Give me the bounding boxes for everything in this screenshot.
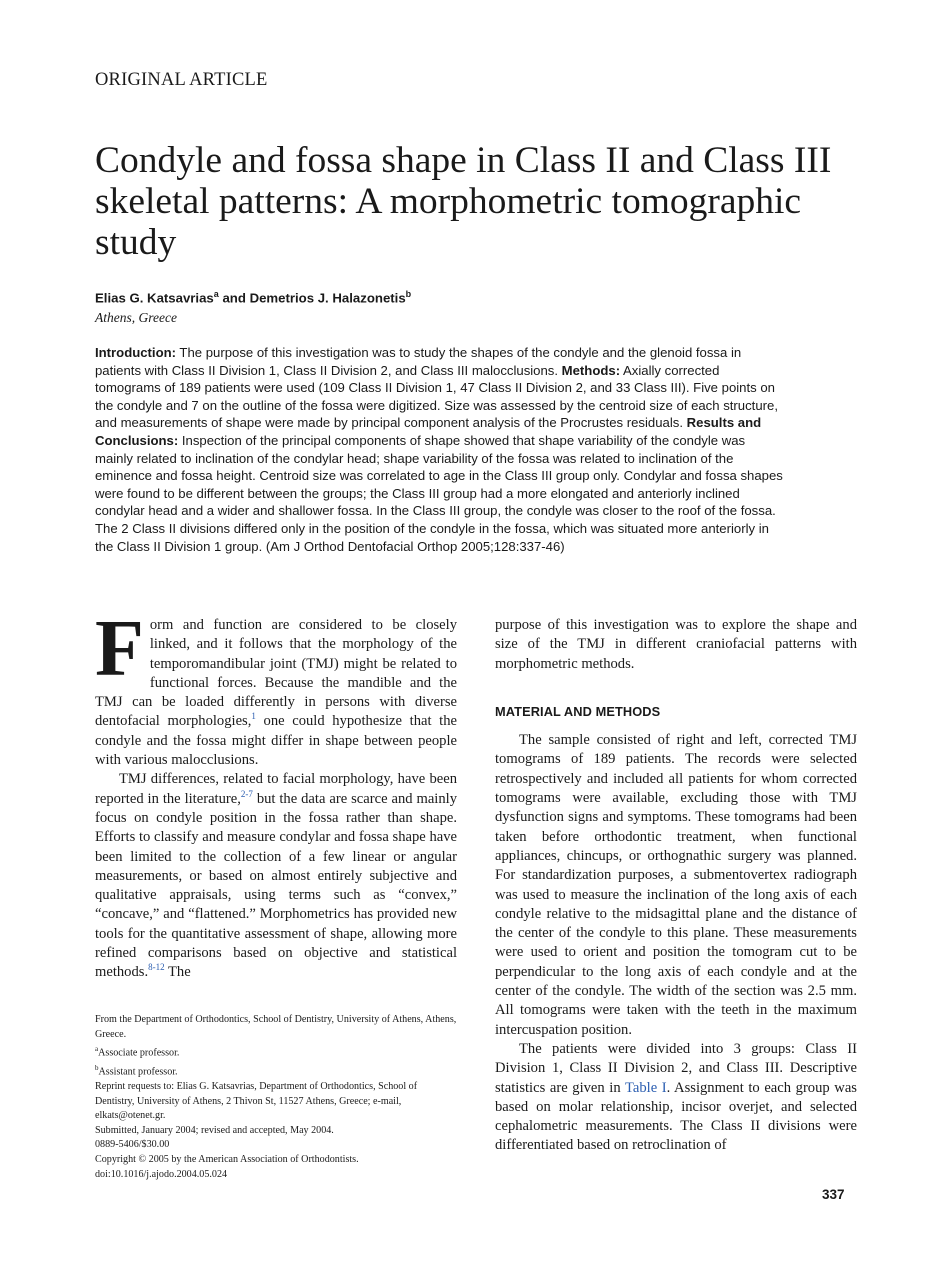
- footnotes: [95, 1013, 457, 1182]
- article-title: Condyle and fossa shape in Class II and Class III skeletal patterns: A morphometric tomographic study: [95, 140, 832, 263]
- reference-link[interactable]: 2-7: [240, 788, 253, 799]
- methods-paragraph-2: [495, 1040, 857, 1156]
- abstract-intro-text: The purpose of this investigation was to study the shapes of the condyle and the glenoid fossa in patients with Class II Division 1, Class II Division 2, and Class III malocclusions.: [95, 345, 742, 378]
- intro-paragraph-3: purpose of this investigation was to explore the shape and size of the TMJ in different craniofacial patterns with morphometric methods.: [495, 617, 857, 672]
- section-heading-methods: MATERIAL AND METHODS: [495, 703, 661, 719]
- abstract-results-text: Inspection of the principal components of shape showed that shape variability of the condyle was mainly related to inclination of the condylar head; shape variability of the fossa was related to inclination of the eminence and fossa height. Centroid size was correlated to age in the Class III group only. Condylar and fossa shapes were found to be different between the groups; the Class III group had a more elongated and anteriorly inclined condylar head and a wider and shallower fossa. In the Class III group, the condyle was closer to the roof of the fossa. The 2 Class II divisions differed only in the position of the condyle in the fossa, which was situated more anteriorly in the Class II Division 1 group. (Am J Orthod Dentofacial Orthop 2005;128:337-46): [95, 432, 783, 554]
- intro-paragraph-2-text-c: The: [164, 964, 191, 981]
- footnote-submitted: Submitted, January 2004; revised and accepted, May 2004.: [95, 1124, 334, 1136]
- drop-cap: F: [95, 605, 144, 693]
- author-1-affiliation: a: [213, 289, 219, 299]
- abstract-methods-text: Axially corrected tomograms of 189 patients were used (109 Class II Division 1, 47 Class II Division 2, and 33 Class III). Five points on the condyle and 7 on the outline of the fossa were digitized. Size was assessed by the centroid size of each structure, and measurements of shape were made by principal component analysis of the Procrustes residuals.: [95, 362, 778, 431]
- footnote-copyright: Copyright © 2005 by the American Association of Orthodontists.: [95, 1154, 359, 1166]
- author-location: Athens, Greece: [95, 310, 177, 325]
- methods-paragraph-2-text-b: . Assignment to each group was based on molar relationship, incisor overjet, and selected cephalometric measurements. The Class II divisions were differentiated based on retroclination of: [495, 1079, 857, 1154]
- footnote-a-marker: a: [95, 1045, 99, 1054]
- footnote-b-marker: b: [95, 1064, 99, 1073]
- right-column: [495, 616, 857, 1156]
- methods-paragraph-1: The sample consisted of right and left, corrected TMJ tomograms of 189 patients. The records were selected retrospectively and included all patients for whom corrected tomograms were available, excluding those with TMJ dysfunction signs and symptoms. These tomograms had been taken before orthodontic treatment, when functional appliances, chincups, or orthognathic surgery was planned. For standardization purposes, a submentovertex radiograph was used to measure the inclination of the long axis of each condyle relative to the midsagittal plane and the distance of the center of the condyle to this plane. These measurements were used to orient and position the tomogram cut to be perpendicular to the long axis of each condyle and at the center of the condyle. The width of the section was 2.5 mm. All tomograms were taken with the teeth in the maximum intercuspation position.: [495, 732, 857, 1038]
- intro-paragraph-2: [95, 770, 457, 982]
- abstract-results-label: Results and Conclusions:: [95, 415, 762, 448]
- footnote-a: [95, 1042, 457, 1061]
- abstract-methods-label: Methods:: [561, 362, 621, 378]
- author-1: Elias G. Katsavrias: [95, 290, 214, 306]
- abstract: [95, 344, 785, 555]
- footnote-issn: 0889-5406/$30.00: [95, 1139, 170, 1151]
- abstract-intro-label: Introduction:: [95, 345, 177, 360]
- left-column: [95, 605, 457, 983]
- intro-paragraph-2-text-b: but the data are scarce and mainly focus on condyle position in the fossa rather than shape. Efforts to classify and measure condylar and fossa shape have been limited to the collection of a few linear or angular measurements, or based on almost entirely subjective and qualitative appraisals, using terms such as “convex,” “concave,” and “flattened.” Morphometrics has provided new tools for the quantitative assessment of shape, allowing more refined comparisons based on objective and statistical methods.: [95, 790, 457, 981]
- intro-paragraph-1-text-a: orm and function are considered to be closely linked, and it follows that the morphology of the temporomandibular joint (TMJ) might be related to functional forces. Because the mandible and the TMJ can be loaded differently in persons with diverse dentofacial morphologies,: [95, 617, 457, 730]
- table-link[interactable]: Table I: [624, 1079, 667, 1096]
- authors: [95, 289, 411, 305]
- methods-paragraph-2-text-a: The patients were divided into 3 groups: Class II Division 1, Class II Division 2, and Class III. Descriptive statistics are given in: [495, 1040, 857, 1096]
- reference-link[interactable]: 8-12: [148, 962, 165, 973]
- footnote-department: From the Department of Orthodontics, School of Dentistry, University of Athens, Athens, Greece.: [95, 1014, 457, 1040]
- author-2: Demetrios J. Halazonetis: [249, 290, 406, 306]
- footnote-a-text: Associate professor.: [98, 1047, 180, 1059]
- intro-paragraph-1: [95, 605, 457, 770]
- author-2-affiliation: b: [405, 289, 412, 299]
- section-label: ORIGINAL ARTICLE: [95, 70, 268, 90]
- authors-conjunction: and: [218, 290, 250, 306]
- footnote-doi: doi:10.1016/j.ajodo.2004.05.024: [95, 1168, 228, 1180]
- page-number: 337: [822, 1187, 845, 1202]
- footnote-reprint: Reprint requests to: Elias G. Katsavrias, Department of Orthodontics, School of Dentistry, University of Athens, 2 Thivon St, 11527 Athens, Greece; e-mail, elkats@otenet.gr.: [95, 1081, 418, 1122]
- intro-paragraph-1-text-b: one could hypothesize that the condyle and the fossa might differ in shape between people with various malocclusions.: [95, 713, 457, 769]
- reference-link[interactable]: 1: [251, 711, 256, 722]
- footnote-b: [95, 1061, 457, 1080]
- footnote-b-text: Assistant professor.: [98, 1066, 178, 1078]
- intro-paragraph-2-text-a: TMJ differences, related to facial morphology, have been reported in the literature,: [95, 771, 457, 807]
